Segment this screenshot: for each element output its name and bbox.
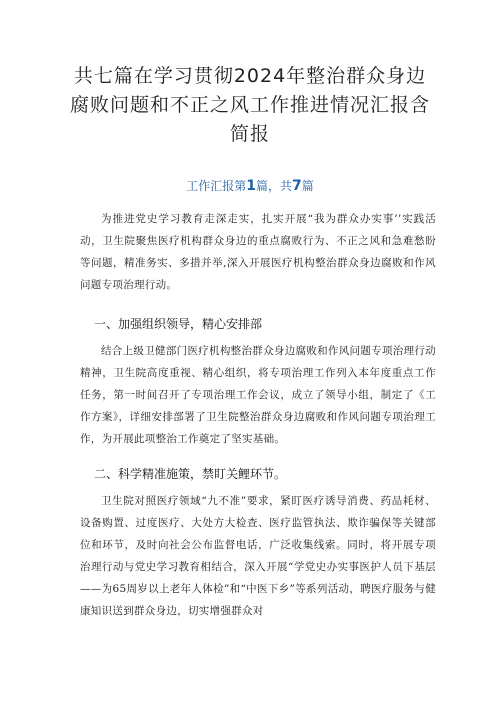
section-body-2: 卫生院对照医疗领域“九不准”要求，紧盯医疗诱导消费、药品耗材、设备购置、过度医疗、大处方大检查、医疗监管执法、欺诈骗保等关键部位和环节，及时向社会公布监督电话，广泛收集线索。同时，将开展专项治理行动与党史学习教育相结合，深入开展“学党史办实事医护人员下基层——为65周岁以上老年人体检”和“中医下乡”等系列活动，聘医疗服务与健康知识送到群众身边，切实增强群众对 bbox=[80, 495, 436, 617]
document-subtitle bbox=[0, 178, 500, 194]
subtitle-total: 7 bbox=[292, 178, 302, 194]
section-heading-1: 一、加强组织领导，精心安排部 bbox=[94, 317, 263, 331]
intro-paragraph: 为推进党史学习教育走深走实，扎实开展“我为群众办实事’’实践活动，卫生院聚焦医疗机构群众身边的重点腐败行为、不正之风和急难愁盼等问题，精准务实、多措并举,深入开展医疗机构整治群众身边腐败和作风问题专项治理行动。 bbox=[80, 213, 436, 291]
subtitle-middle: 篇，共 bbox=[255, 179, 292, 193]
subtitle-suffix: 篇 bbox=[301, 179, 314, 193]
section-heading-2: 二、科学精准施策，禁盯关鲤环节。 bbox=[94, 467, 287, 481]
section-body-1: 结合上级卫健部门医疗机构整治群众身边腐败和作风问题专项治理行动精神，卫生院高度重视、精心组织，将专项治理工作列入本年度重点工作任务，第一时间召开了专项治理工作会议，成立了领导小组，制定了《工作方案》，详细安排部署了卫生院整治群众身边腐败和作风问题专项治理工作，为开展此项整治工作奠定了坚实基础。 bbox=[80, 345, 436, 445]
document-title: 共七篇在学习贯彻2024年整治群众身边腐败问题和不正之风工作推进情况汇报含简报 bbox=[70, 65, 431, 145]
subtitle-prefix: 工作汇报第 bbox=[186, 179, 247, 193]
subtitle-index: 1 bbox=[246, 178, 256, 194]
